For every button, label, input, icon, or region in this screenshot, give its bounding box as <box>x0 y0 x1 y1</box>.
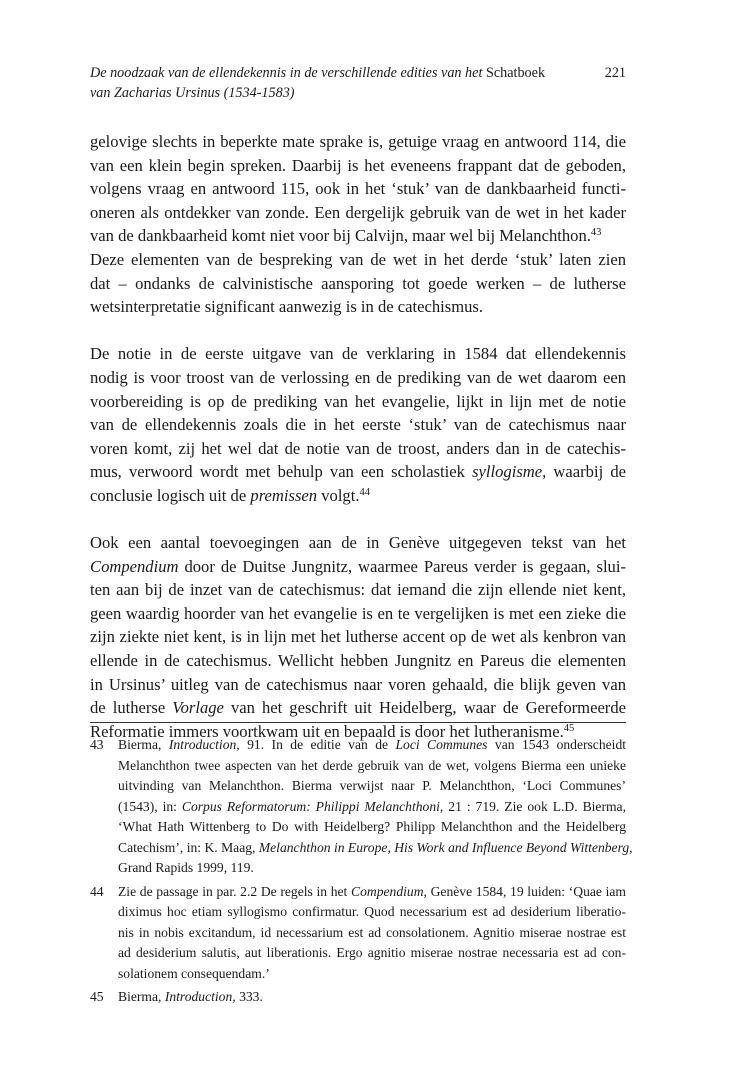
text-line <box>90 484 626 508</box>
text-line: volgens vraag en antwoord 115, ook in het ‘stuk’ van de dankbaarheid functi- <box>90 179 626 199</box>
italic-term: Compendium, <box>351 883 427 899</box>
footnote-line <box>118 987 626 1008</box>
text-segment: Catechism’, in: K. Maag, <box>118 839 259 855</box>
text-line <box>90 460 626 484</box>
paragraph-2 <box>90 342 626 507</box>
footnote-number: 45 <box>90 989 104 1004</box>
text-segment: Genève 1584, 19 luiden: ‘Quae iam <box>426 883 626 899</box>
footnote-divider <box>90 722 626 723</box>
text-line <box>90 555 626 579</box>
footnote-line <box>118 838 633 859</box>
italic-term: Introduction, <box>168 737 240 752</box>
text-segment: volgt. <box>317 485 360 505</box>
text-segment: Bierma, <box>118 737 169 752</box>
text-line: voren komt, zij het wel dat de notie van de troost, anders dan in de catechis- <box>90 438 626 458</box>
text-segment: de lutherse <box>90 698 173 718</box>
text-line: zijn ziekte niet kent, is in lijn met het lutherse accent op de wet als kenbron van <box>90 627 626 647</box>
footnote-line <box>118 797 626 818</box>
running-head-title <box>90 63 560 103</box>
text-line: Deze elementen van de bespreking van de wet in het derde ‘stuk’ laten zien <box>90 249 626 269</box>
italic-term: Vorlage <box>172 698 224 718</box>
running-head-title-italic: De noodzaak van de ellendekennis in de verschillende edities van het <box>90 65 483 81</box>
text-segment: van de dankbaarheid komt niet voor bij Calvijn, maar wel bij Melanchthon. <box>90 226 591 246</box>
italic-term: Corpus Reformatorum: Philippi Melanchthoni, <box>181 798 444 814</box>
footnote-number: 44 <box>90 883 104 899</box>
text-line: gelovige slechts in beperkte mate sprake is, getuige vraag en antwoord 114, die <box>90 132 626 151</box>
italic-term: Melanchthon in Europe, His Work and Influence Beyond Wittenberg, <box>258 839 633 855</box>
footnote-line: solationem consequendam.’ <box>118 965 270 981</box>
text-line <box>90 696 626 720</box>
text-segment: van 1543 onderscheidt <box>487 737 627 752</box>
footnote-line <box>118 735 626 756</box>
footnote-line <box>118 882 626 903</box>
italic-term: Loci Communes <box>395 737 488 752</box>
text-line: De notie in de eerste uitgave van de verklaring in 1584 dat ellendekennis <box>90 344 626 364</box>
footnote-line: diximus hoc etiam syllogismo confirmatur. Quod necessarium est ad desiderium liberatio- <box>118 904 626 919</box>
text-line: wetsinterpretatie significant aanwezig is in de catechismus. <box>90 297 484 317</box>
running-head-title-line2: van Zacharias Ursinus (1534-1583) <box>90 85 295 101</box>
text-segment: door de Duitse Jungnitz, waarmee Pareus verder is gegaan, slui- <box>178 556 626 576</box>
text-line: oneren als ontdekker van zonde. Een dergelijk gebruik van de wet in het kader <box>90 202 626 222</box>
footnote-line: Melanchthon twee aspecten van het derde gebruik van de wet, volgens Bierma een unieke <box>118 757 626 773</box>
text-segment: waarbij de <box>546 462 626 482</box>
footnote-line: uitvinding van Melanchthon. Bierma verwijst naar P. Melanchthon, ‘Loci Communes’ <box>118 778 626 793</box>
text-segment: Bierma, <box>118 989 165 1004</box>
paragraph-3 <box>90 531 626 743</box>
text-line: in Ursinus’ uitleg van de catechismus naar voren gehaald, die blijk geven van <box>90 674 626 694</box>
book-page <box>90 0 633 1068</box>
text-segment: 91. In de editie van de <box>239 737 396 752</box>
text-line: ellende in de catechismus. Wellicht hebben Jungnitz en Pareus die elementen <box>90 651 626 671</box>
italic-term: Introduction, <box>164 989 236 1004</box>
text-segment: Zie de passage in par. 2.2 De regels in het <box>118 883 352 899</box>
running-head <box>90 63 626 103</box>
footnote-ref: 45 <box>563 722 575 734</box>
text-line: van de ellendekennis zoals die in het eerste ‘stuk’ van de catechismus naar <box>90 415 626 435</box>
running-head-title-upright: Schatboek <box>482 65 546 81</box>
italic-term: syllogisme, <box>472 462 547 482</box>
body-text <box>90 130 626 767</box>
footnote-line: nis in nobis excitandum, id necessarium est ad consolationem. Agnitio miserae nostrae est <box>118 924 626 940</box>
text-segment: conclusie logisch uit de <box>90 485 247 505</box>
footnote-line: ‘What Hath Wittenberg to Do with Heidelberg? Philipp Melanchthon and the Heidelberg <box>118 819 626 834</box>
footnote-43 <box>90 735 633 879</box>
text-line <box>90 224 626 248</box>
text-line: van een klein begin spreken. Daarbij is het eveneens frappant dat de geboden, <box>90 155 626 175</box>
footnote-44 <box>90 882 626 985</box>
text-line: voorbereiding is op de prediking van het evangelie, lijkt in lijn met de notie <box>90 391 626 411</box>
text-segment: mus, verwoord wordt met behulp van een scholastiek <box>90 462 465 482</box>
text-segment: (1543), in: <box>118 798 182 814</box>
page-number: 221 <box>604 65 626 81</box>
text-line: ten aan bij de inzet van de catechismus: dat iemand die zijn ellende niet kent, <box>90 580 626 600</box>
text-line: nodig is voor troost van de verlossing en de prediking van de wet daarom een <box>90 367 626 387</box>
footnote-ref: 44 <box>359 486 370 498</box>
footnote-line: Grand Rapids 1999, 119. <box>118 860 254 875</box>
paragraph-1 <box>90 130 626 319</box>
italic-term: Compendium <box>90 556 179 576</box>
footnote-45 <box>90 987 626 1008</box>
text-segment: van het geschrift uit Heidelberg, waar de Gereformeerde <box>223 698 626 718</box>
footnote-number: 43 <box>90 737 104 752</box>
text-segment: 21 : 719. Zie ook L.D. Bierma, <box>443 798 626 814</box>
text-line: dat – ondanks de calvinistische aansporing tot goede werken – de lutherse <box>90 273 626 293</box>
text-line: geen waardig hoorder van het evangelie is en te vergelijken is met een zieke die <box>90 603 626 623</box>
text-segment: 333. <box>235 989 263 1004</box>
text-segment: Reformatie immers voortkwam uit en bepaald is door het lutheranisme. <box>90 721 564 741</box>
footnote-ref: 43 <box>590 227 602 239</box>
text-line: Ook een aantal toevoegingen aan de in Genève uitgegeven tekst van het <box>90 533 626 553</box>
footnotes <box>90 735 633 1011</box>
italic-term: premissen <box>250 485 318 505</box>
footnote-line: ad desiderium salutis, aut liberationis. Ergo agnitio miserae nostrae necessaria est ad con- <box>118 945 626 960</box>
